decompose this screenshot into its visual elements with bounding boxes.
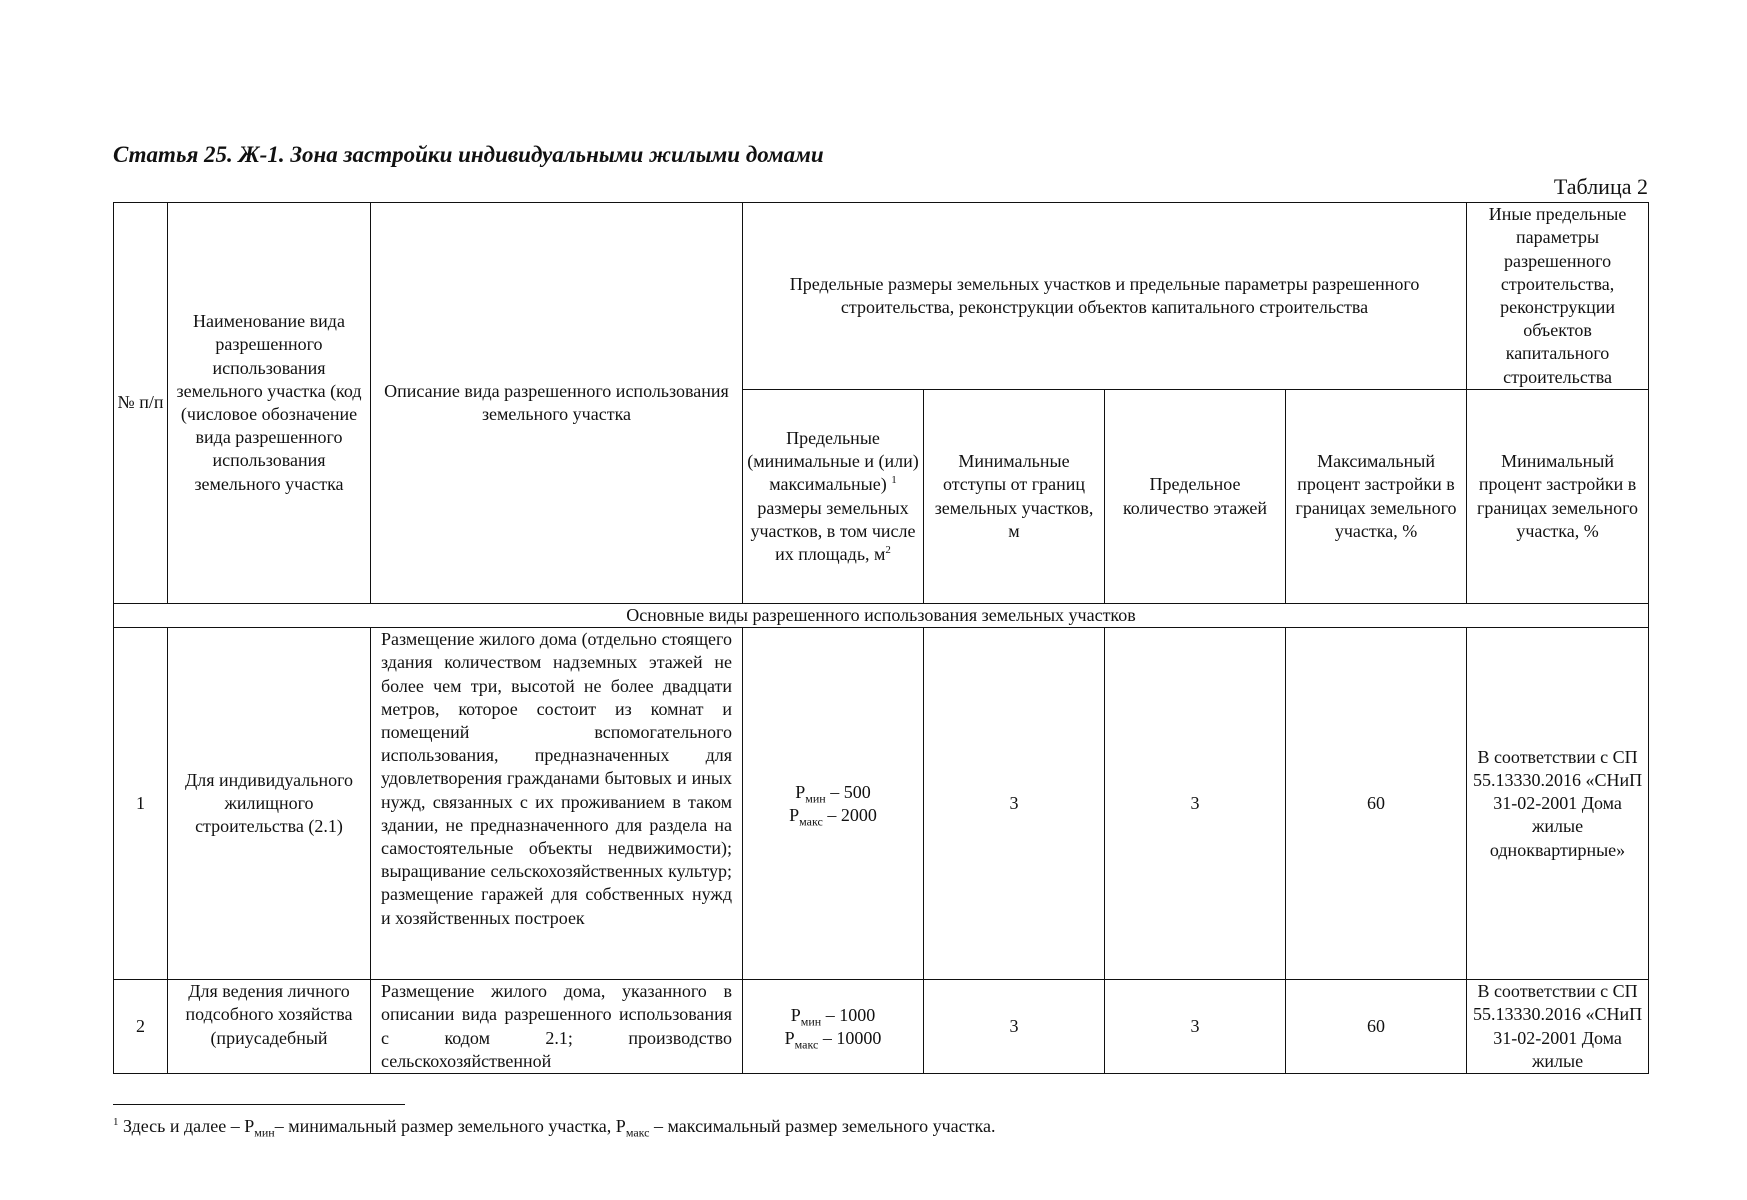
row-name: Для индивидуального жилищного строительства (2.1) — [168, 628, 371, 980]
header-num: № п/п — [114, 203, 168, 604]
row-floors: 3 — [1105, 980, 1286, 1074]
table-row — [114, 980, 1649, 1074]
row-setbacks: 3 — [924, 628, 1105, 980]
row-setbacks: 3 — [924, 980, 1105, 1074]
header-sizes: Предельные (минимальные и (или) максимальные) $^1$ размеры земельных участков, в том числе их площадь, $м^2$ — [743, 390, 924, 604]
header-min-percent: Минимальный процент застройки в границах земельного участка, % — [1467, 390, 1649, 604]
row-max-percent: 60 — [1286, 980, 1467, 1074]
header-max-percent: Максимальный процент застройки в границах земельного участка, % — [1286, 390, 1467, 604]
row-other: В соответствии с СП 55.13330.2016 «СНиП 31-02-2001 Дома жилые одноквартирные» — [1467, 628, 1649, 980]
row-name: Для ведения личного подсобного хозяйства (приусадебный — [168, 980, 371, 1074]
row-plot-sizes: $P_{мин} - 1000$ $P_{макс} - 10000$ — [743, 980, 924, 1074]
article-title: Статья 25. Ж-1. Зона застройки индивидуальными жилыми домами — [113, 142, 824, 167]
section-title: Основные виды разрешенного использования земельных участков — [114, 604, 1649, 628]
header-name: Наименование вида разрешенного использования земельного участка (код (числовое обозначение вида разрешенного использования земельного участка — [168, 203, 371, 604]
footnote: $^1$ Здесь и далее – $P_{мин}-$ минимальный размер земельного участка, $P_{макс}$ – максимальный размер земельного участка. — [113, 1116, 996, 1140]
row-floors: 3 — [1105, 628, 1286, 980]
row-max-percent: 60 — [1286, 628, 1467, 980]
row-num: 1 — [114, 628, 168, 980]
header-limits-group: Предельные размеры земельных участков и предельные параметры разрешенного строительства, реконструкции объектов капитального строительства — [743, 203, 1467, 390]
table-label: Таблица 2 — [1553, 174, 1648, 199]
row-description: Размещение жилого дома (отдельно стоящего здания количеством надземных этажей не более чем три, высотой не более двадцати метров, которое состоит из комнат и помещений вспомогательного использования, предназначенных для удовлетворения гражданами бытовых и иных нужд, связанных с их проживанием в таком здании, не предназначенного для раздела на самостоятельные объекты недвижимости); выращивание сельскохозяйственных культур; размещение гаражей для собственных нужд и хозяйственных построек — [371, 628, 743, 980]
table-row — [114, 628, 1649, 980]
footnote-divider — [113, 1104, 405, 1105]
row-description: Размещение жилого дома, указанного в описании вида разрешенного использования с кодом 2.1; производство сельскохозяйственной — [371, 980, 743, 1074]
header-floors: Предельное количество этажей — [1105, 390, 1286, 604]
zoning-table — [113, 202, 1649, 1074]
row-num: 2 — [114, 980, 168, 1074]
row-other: В соответствии с СП 55.13330.2016 «СНиП 31-02-2001 Дома жилые — [1467, 980, 1649, 1074]
row-plot-sizes: $P_{мин} - 500$ $P_{макс} - 2000$ — [743, 628, 924, 980]
header-other-group: Иные предельные параметры разрешенного строительства, реконструкции объектов капитального строительства — [1467, 203, 1649, 390]
header-description: Описание вида разрешенного использования земельного участка — [371, 203, 743, 604]
header-setbacks: Минимальные отступы от границ земельных участков, м — [924, 390, 1105, 604]
